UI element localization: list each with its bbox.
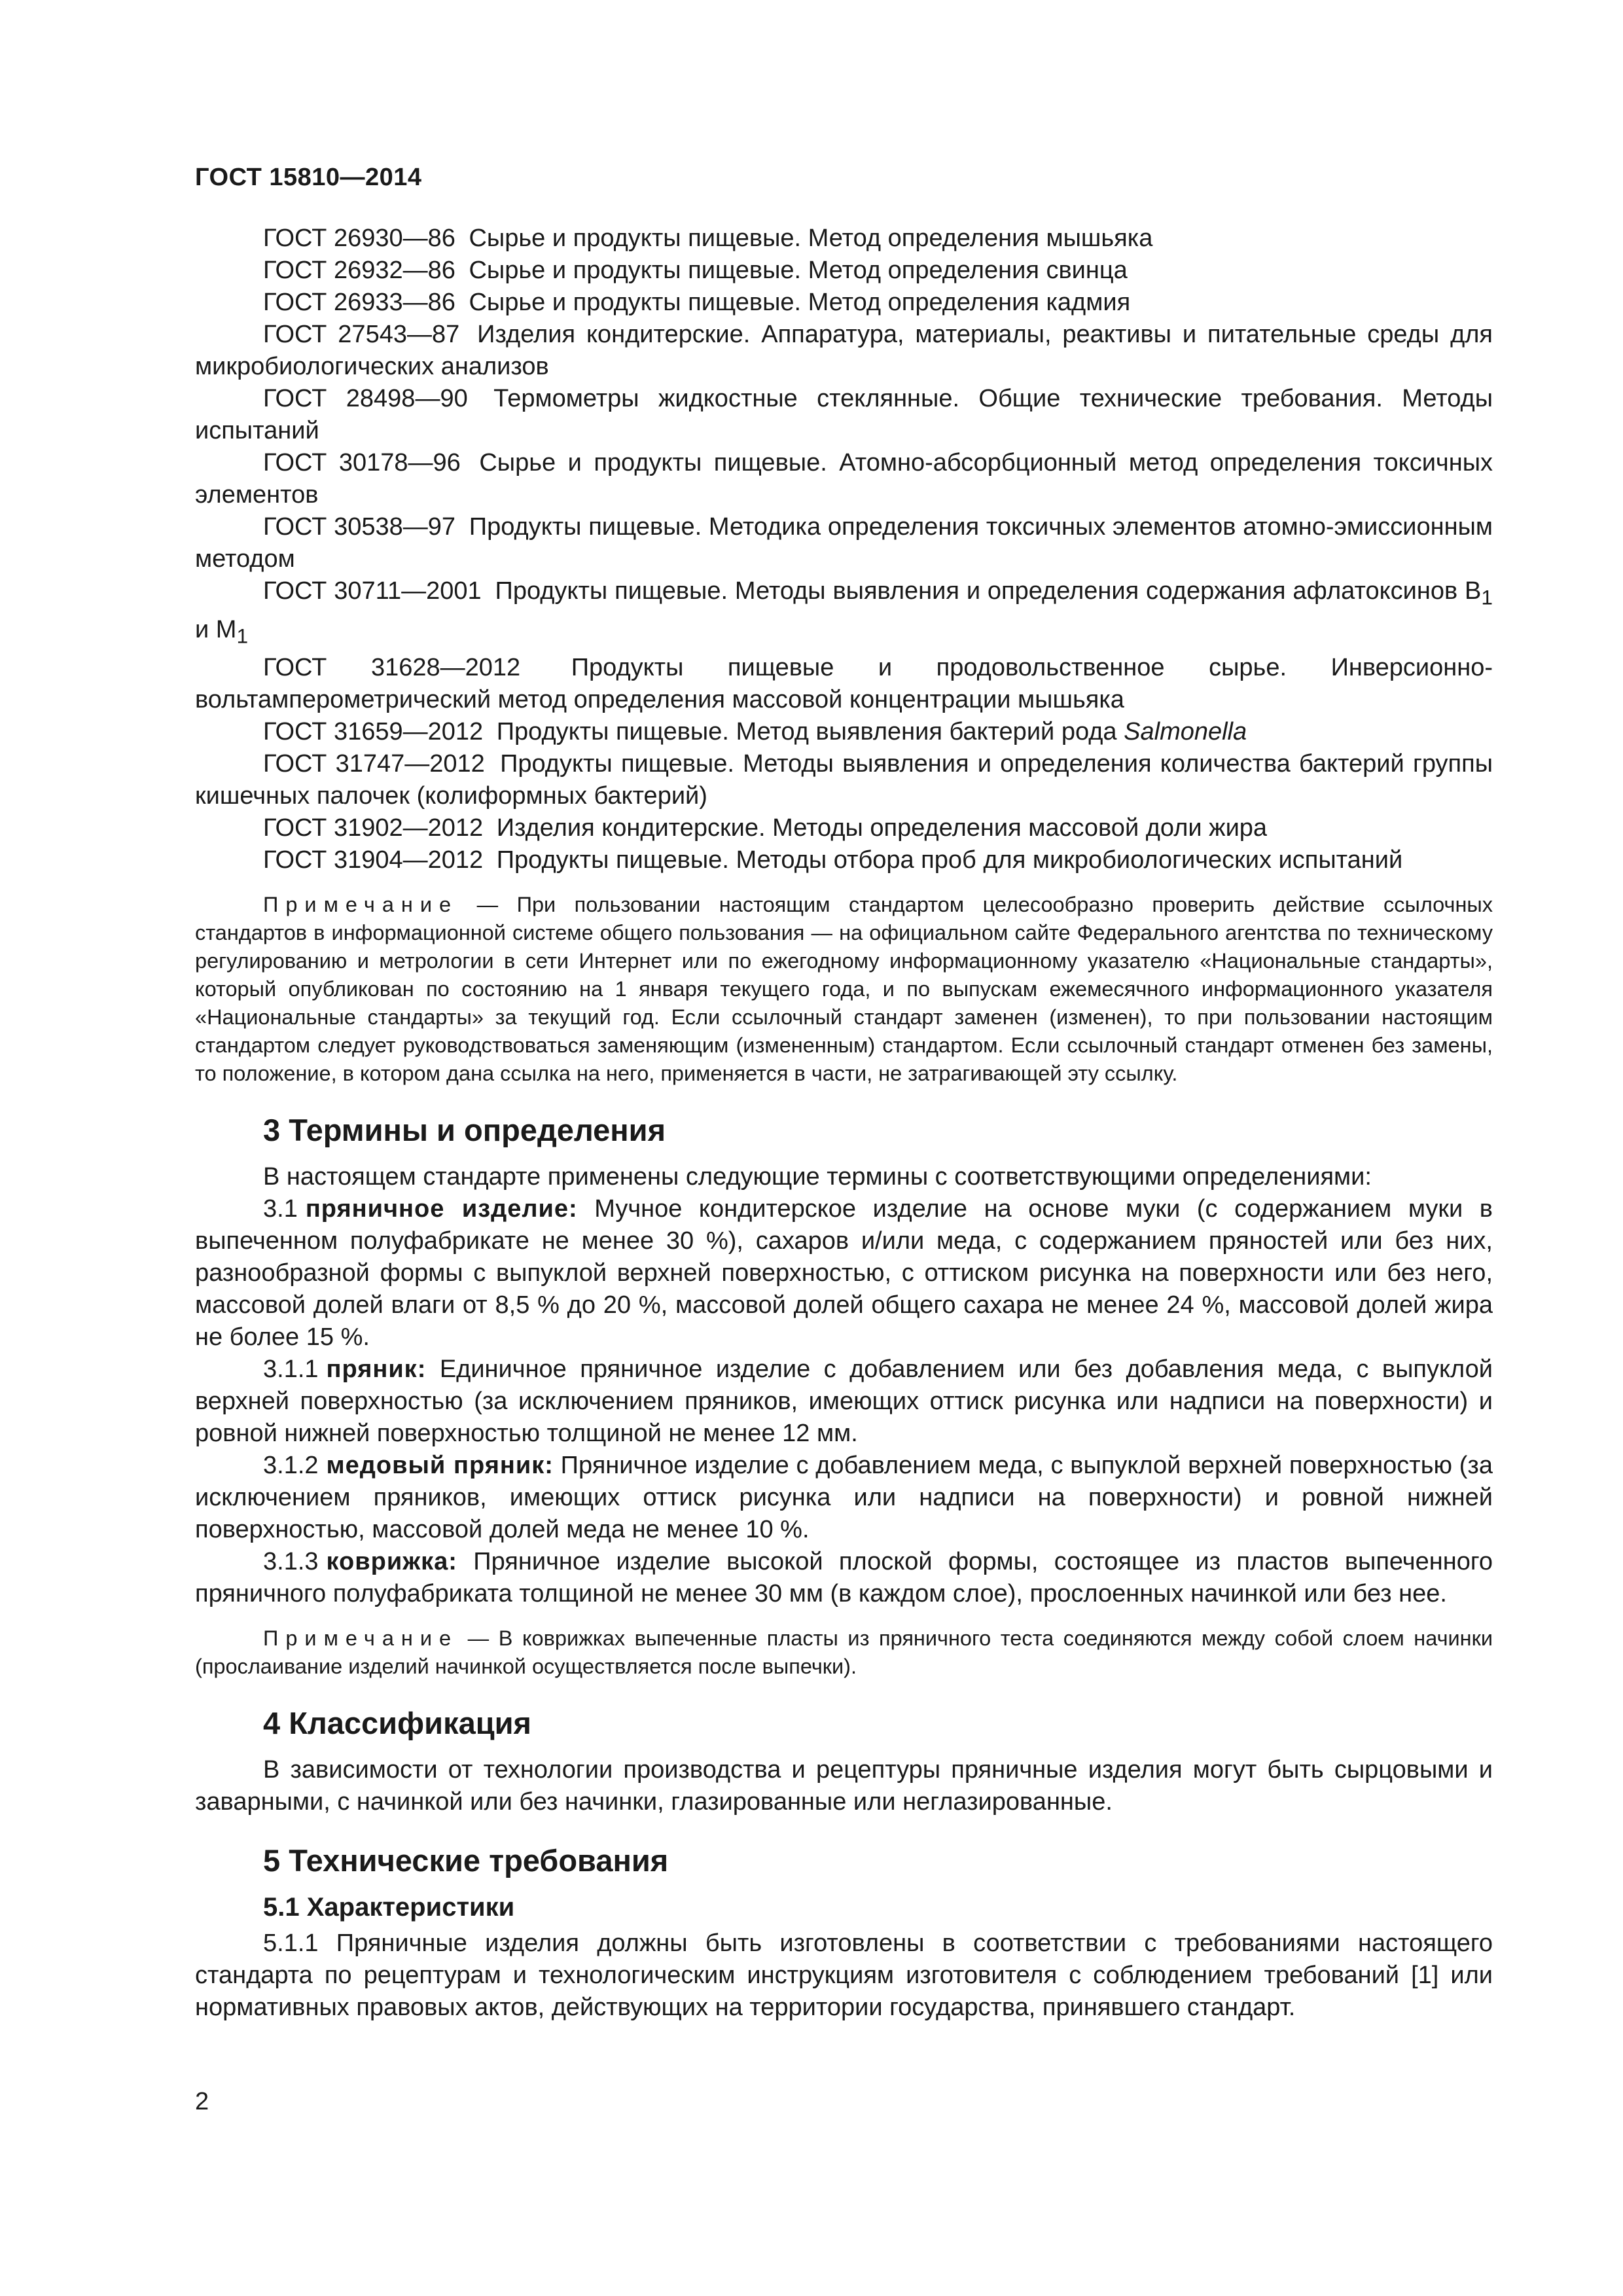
page-number: 2 bbox=[195, 2088, 209, 2115]
reference-item: ГОСТ 26933—86 Сырье и продукты пищевые. Метод определения кадмия bbox=[263, 289, 1131, 316]
section-4-text: В зависимости от технологии производства и рецептуры пряничные изделия могут быть сырцовыми и заварными, с начинкой или без начинки, глазированные или неглазированные. bbox=[195, 1756, 1493, 1816]
reference-item: ГОСТ 31659—2012 Продукты пищевые. Метод выявления бактерий рода Salmonella bbox=[263, 718, 1247, 746]
reference-item: ГОСТ 26932—86 Сырье и продукты пищевые. Метод определения свинца bbox=[263, 257, 1128, 284]
section-4-heading: 4 Классификация bbox=[263, 1706, 531, 1741]
reference-item: ГОСТ 28498—90 Термометры жидкостные стеклянные. Общие технические требования. Методы испытаний bbox=[195, 385, 1493, 444]
reference-item: ГОСТ 27543—87 Изделия кондитерские. Аппаратура, материалы, реактивы и питательные среды для микробиологических анализов bbox=[195, 321, 1493, 380]
section-5-1-1-text: 5.1.1 Пряничные изделия должны быть изготовлены в соответствии с требованиями настоящего стандарта по рецептурам и технологическим инструкциям изготовителя с соблюдением требований [1] или нормативных правовых актов, действующих на территории государства, принявшего стандарт. bbox=[195, 1929, 1493, 2022]
section-3-intro: В настоящем стандарте применены следующие термины с соответствующими определениями: bbox=[263, 1163, 1372, 1191]
references-note: Примечание — При пользовании настоящим стандартом целесообразно проверить действие ссылочных стандартов в информационной системе общего пользования — на официальном сайте Федерального агентства по техническому регулированию и метрологии в сети Интернет или по ежегодному информационному указателю «Национальные стандарты», который опубликован по состоянию на 1 января текущего года, и по выпускам ежемесячного информационного указателя «Национальные стандарты» за текущий год. Если ссылочный стандарт заменен (изменен), то при пользовании настоящим стандартом следует руководствоваться заменяющим (измененным) стандартом. Если ссылочный стандарт отменен без замены, то положение, в котором дана ссылка на него, применяется в части, не затрагивающей эту ссылку. bbox=[195, 893, 1493, 1086]
term-definition: 3.1.3 коврижка: Пряничное изделие высокой плоской формы, состоящее из пластов выпеченного пряничного полуфабриката толщиной не менее 30 мм (в каждом слое), прослоенных начинкой или без нее. bbox=[195, 1548, 1493, 1608]
reference-item: ГОСТ 31904—2012 Продукты пищевые. Методы отбора проб для микробиологических испытаний bbox=[263, 846, 1403, 874]
reference-item: ГОСТ 31628—2012 Продукты пищевые и продовольственное сырье. Инверсионно-вольтамперометрический метод определения массовой концентрации мышьяка bbox=[195, 654, 1493, 714]
reference-item: ГОСТ 26930—86 Сырье и продукты пищевые. Метод определения мышьяка bbox=[263, 224, 1153, 252]
reference-item: ГОСТ 31902—2012 Изделия кондитерские. Методы определения массовой доли жира bbox=[263, 814, 1268, 842]
reference-list bbox=[195, 223, 1493, 876]
reference-item: ГОСТ 31747—2012 Продукты пищевые. Методы выявления и определения количества бактерий группы кишечных палочек (колиформных бактерий) bbox=[195, 750, 1493, 810]
section-5-heading: 5 Технические требования bbox=[263, 1843, 669, 1878]
term-definition: 3.1.2 медовый пряник: Пряничное изделие с добавлением меда, с выпуклой верхней поверхностью (за исключением пряников, имеющих оттиск рисунка или надписи на поверхности) и ровной нижней поверхностью, массовой долей меда не менее 10 %. bbox=[195, 1452, 1493, 1544]
reference-item: ГОСТ 30538—97 Продукты пищевые. Методика определения токсичных элементов атомно-эмиссионным методом bbox=[195, 513, 1493, 573]
section-5-1-heading: 5.1 Характеристики bbox=[263, 1893, 515, 1922]
document-header: ГОСТ 15810—2014 bbox=[195, 164, 422, 191]
reference-item: ГОСТ 30178—96 Сырье и продукты пищевые. Атомно-абсорбционный метод определения токсичных элементов bbox=[195, 449, 1493, 509]
reference-item: ГОСТ 30711—2001 Продукты пищевые. Методы выявления и определения содержания афлатоксинов $B_1$ и $M_1$ bbox=[195, 577, 1493, 648]
section-3-heading: 3 Термины и определения bbox=[263, 1113, 666, 1148]
term-definition: 3.1.1 пряник: Единичное пряничное изделие с добавлением или без добавления меда, с выпуклой верхней поверхностью (за исключением пряников, имеющих оттиск рисунка или надписи на поверхности) и ровной нижней поверхностью толщиной не менее 12 мм. bbox=[195, 1355, 1493, 1448]
section-3-note: Примечание — В коврижках выпеченные пласты из пряничного теста соединяются между собой слоем начинки (прослаивание изделий начинкой осуществляется после выпечки). bbox=[195, 1626, 1493, 1679]
page-content bbox=[195, 223, 1493, 2024]
term-definition: 3.1 пряничное изделие: Мучное кондитерское изделие на основе муки (с содержанием муки в выпеченном полуфабрикате не менее 30 %), сахаров и/или меда, с содержанием пряностей или без них, разнообразной формы с выпуклой верхней поверхностью, с оттиском рисунка на поверхности или без него, массовой долей влаги от 8,5 % до 20 %, массовой долей общего сахара не менее 24 %, массовой долей жира не более 15 %. bbox=[195, 1195, 1493, 1352]
